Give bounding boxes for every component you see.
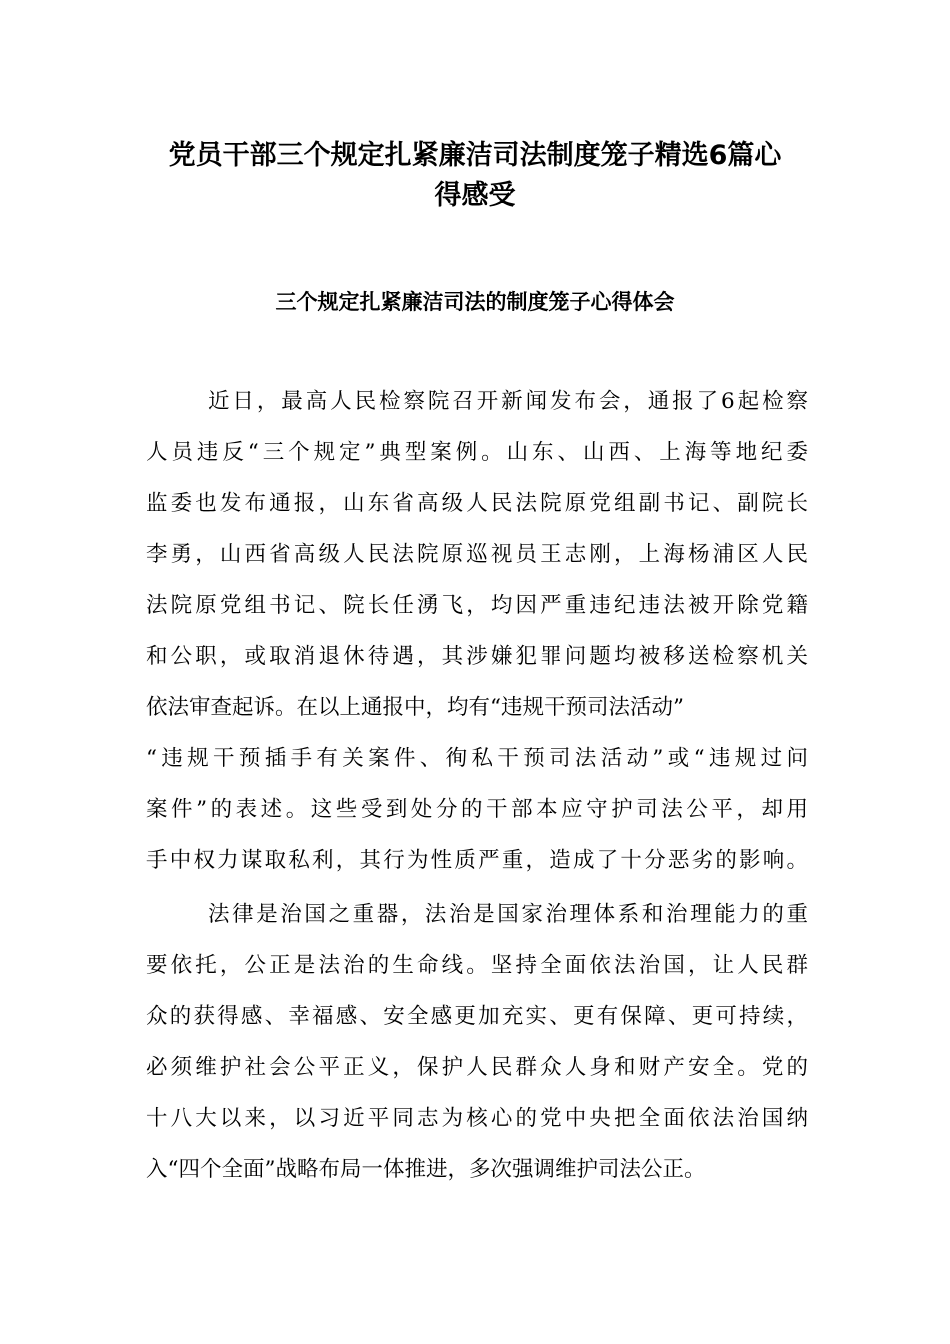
document-title-line-1: 党员干部三个规定扎紧廉洁司法制度笼子精选6篇心	[168, 140, 782, 171]
paragraph-line: 和公职，或取消退休待遇，其涉嫌犯罪问题均被移送检察机关	[146, 644, 808, 669]
paragraph-line: 法律是治国之重器，法治是国家治理体系和治理能力的重	[208, 902, 808, 927]
paragraph-line: 入“四个全面”战略布局一体推进，多次强调维护司法公正。	[146, 1157, 706, 1182]
paragraph-1	[146, 376, 808, 886]
paragraph-line: 法院原党组书记、院长任湧飞，均因严重违纪违法被开除党籍	[146, 593, 808, 618]
paragraph-line: “违规干预插手有关案件、徇私干预司法活动”或“违规过问	[146, 746, 808, 771]
paragraph-line: 依法审查起诉。在以上通报中，均有“违规干预司法活动”	[146, 695, 684, 720]
paragraph-line: 手中权力谋取私利，其行为性质严重，造成了十分恶劣的影响。	[146, 848, 808, 873]
paragraph-line: 监委也发布通报，山东省高级人民法院原党组副书记、副院长	[146, 491, 808, 516]
paragraph-line: 案件”的表述。这些受到处分的干部本应守护司法公平，却用	[146, 797, 808, 822]
paragraph-line: 李勇，山西省高级人民法院原巡视员王志刚，上海杨浦区人民	[146, 542, 808, 567]
paragraph-line: 要依托，公正是法治的生命线。坚持全面依法治国，让人民群	[146, 953, 808, 978]
paragraph-line: 众的获得感、幸福感、安全感更加充实、更有保障、更可持续，	[146, 1004, 808, 1029]
paragraph-line: 十八大以来，以习近平同志为核心的党中央把全面依法治国纳	[146, 1106, 808, 1131]
paragraph-line: 人员违反“三个规定”典型案例。山东、山西、上海等地纪委	[146, 440, 808, 465]
paragraph-line: 近日，最高人民检察院召开新闻发布会，通报了6起检察	[208, 389, 808, 414]
paragraph-2	[146, 889, 808, 1195]
document-title-line-2: 得感受	[434, 180, 516, 211]
paragraph-line: 必须维护社会公平正义，保护人民群众人身和财产安全。党的	[146, 1055, 808, 1080]
section-subtitle: 三个规定扎紧廉洁司法的制度笼子心得体会	[275, 290, 675, 314]
